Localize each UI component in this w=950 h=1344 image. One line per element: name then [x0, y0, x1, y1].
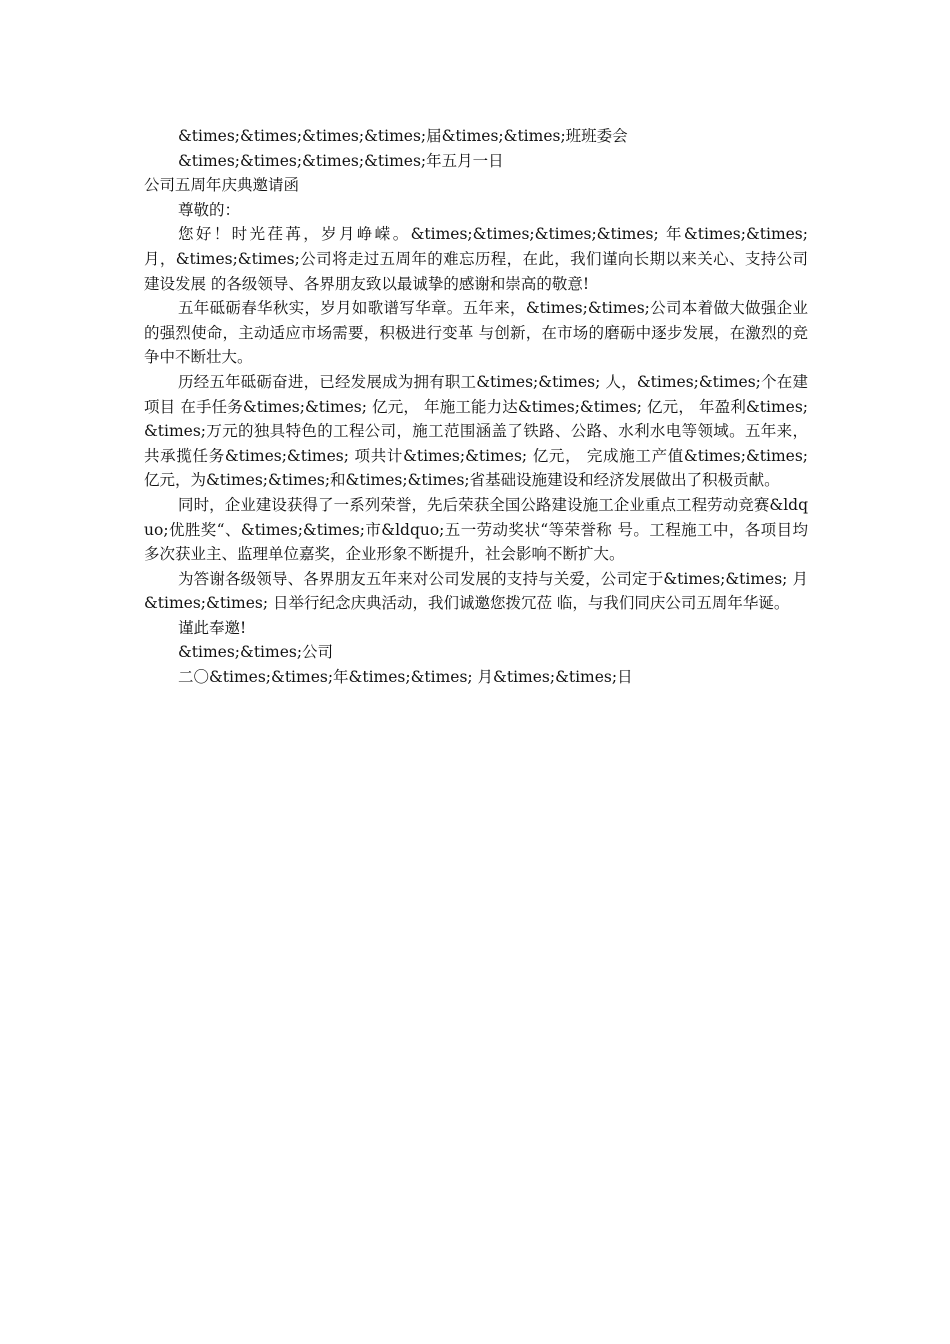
letter-body	[144, 124, 808, 690]
signature: &times;&times;公司	[178, 643, 334, 662]
paragraph-achievements: 历经五年砥砺奋进，已经发展成为拥有职工&times;&times; 人，&times;&times;个在建项目 在手任务&times;&times; 亿元， 年施工能力达&times;&times; 亿元， 年盈利&times;&times;万元的独具特色的工程公司，施工范围涵盖了铁路、公路、水利水电等领域。五年来， 共承揽任务&times;&times; 项共计&times;&times; 亿元， 完成施工产值&times;&times; 亿元，为&times;&times;和&times;&times;省基础设施建设和经济发展做出了积极贡献。	[144, 372, 808, 490]
paragraph-invitation: 为答谢各级领导、各界朋友五年来对公司发展的支持与关爱，公司定于&times;&times; 月&times;&times; 日举行纪念庆典活动，我们诚邀您拨冗莅 临，与我们同庆公司五周年华诞。	[144, 569, 808, 613]
salutation: 尊敬的：	[178, 200, 241, 219]
signature-date: 二〇&times;&times;年&times;&times; 月&times;&times;日	[178, 668, 633, 687]
closing: 谨此奉邀!	[178, 618, 247, 637]
document-title: 公司五周年庆典邀请函	[144, 176, 300, 195]
header-line-committee: &times;&times;&times;&times;届&times;&times;班班委会	[178, 127, 628, 145]
header-line-date: &times;&times;&times;&times;年五月一日	[178, 151, 504, 170]
paragraph-history: 五年砥砺春华秋实，岁月如歌谱写华章。五年来，&times;&times;公司本着做大做强企业的强烈使命，主动适应市场需要，积极进行变革 与创新，在市场的磨砺中逐步发展，在激烈的竞争中不断壮大。	[144, 299, 808, 367]
paragraph-honors: 同时，企业建设获得了一系列荣誉，先后荣获全国公路建设施工企业重点工程劳动竞赛&ldquo;优胜奖“、&times;&times;市&ldquo;五一劳动奖状“等荣誉称 号。工程施工中，各项目均多次获业主、监理单位嘉奖，企业形象不断提升，社会影响不断扩大。	[144, 495, 808, 564]
paragraph-greeting: 您好！时光荏苒，岁月峥嵘。&times;&times;&times;&times; 年&times;&times; 月，&times;&times;公司将走过五周年的难忘历程，在此，我们谨向长期以来关心、支持公司建设发展 的各级领导、各界朋友致以最诚挚的感谢和崇高的敬意!	[144, 225, 808, 293]
